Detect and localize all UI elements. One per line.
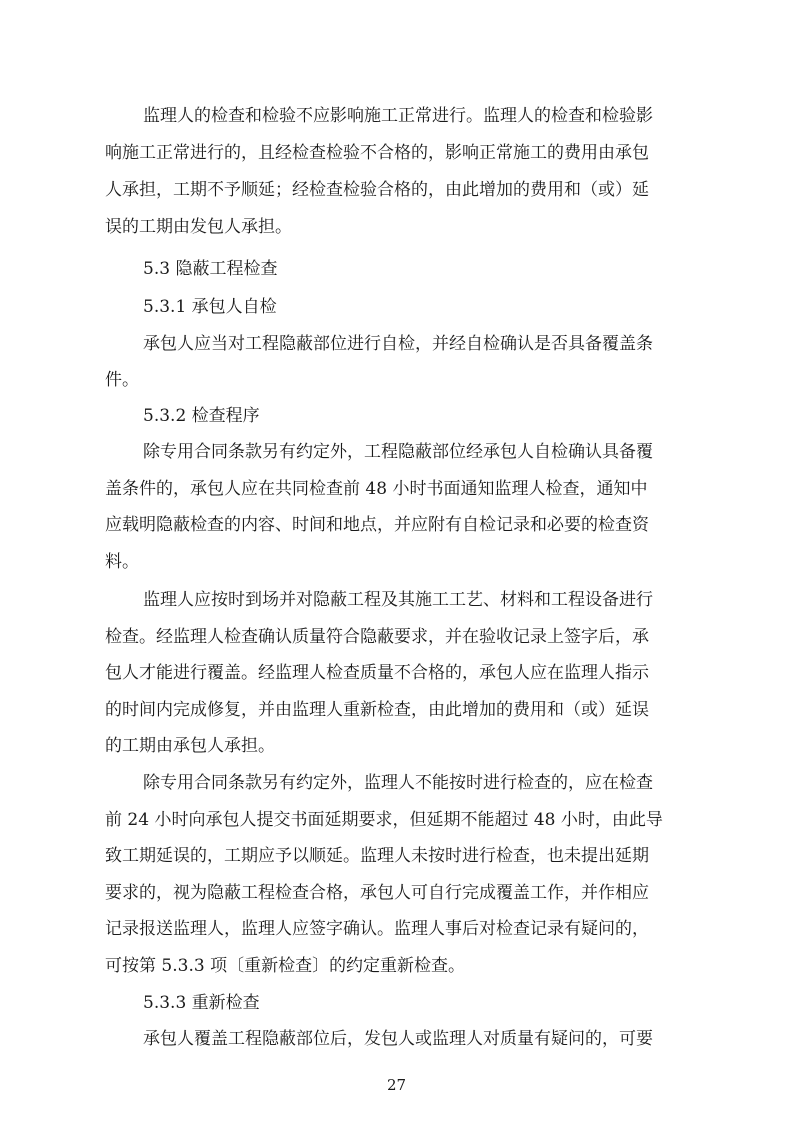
text-line	[0, 735, 793, 757]
subsection-heading	[0, 405, 793, 427]
line-text: 要求的，视为隐蔽工程检查合格，承包人可自行完成覆盖工作，并作相应	[105, 883, 649, 903]
line-text: 件。	[105, 370, 139, 390]
text-line	[0, 882, 793, 904]
text-line	[0, 369, 793, 391]
line-text: 5.3.3 重新检查	[143, 993, 260, 1013]
text-line	[0, 478, 793, 500]
line-text: 记录报送监理人，监理人应签字确认。监理人事后对检查记录有疑问的，	[105, 919, 649, 939]
text-line	[0, 551, 793, 573]
text-line	[0, 918, 793, 940]
text-line	[0, 809, 793, 831]
text-line	[0, 626, 793, 648]
line-text: 料。	[105, 552, 139, 572]
subsection-heading	[0, 992, 793, 1014]
line-text: 致工期延误的，工期应予以顺延。监理人未按时进行检查，也未提出延期	[105, 846, 649, 866]
page-number: 27	[386, 1076, 407, 1094]
text-line	[0, 216, 793, 238]
line-text: 承包人应当对工程隐蔽部位进行自检，并经自检确认是否具备覆盖条	[143, 334, 653, 354]
line-text: 包人才能进行覆盖。经监理人检查质量不合格的，承包人应在监理人指示	[105, 663, 649, 683]
line-text: 误的工期由发包人承担。	[105, 217, 292, 237]
line-text: 检查。经监理人检查确认质量符合隐蔽要求，并在验收记录上签字后，承	[105, 627, 649, 647]
text-line	[0, 589, 793, 611]
text-line	[0, 845, 793, 867]
text-line	[0, 514, 793, 536]
line-text: 的工期由承包人承担。	[105, 736, 275, 756]
text-line	[0, 105, 793, 127]
line-text: 盖条件的，承包人应在共同检查前 48 小时书面通知监理人检查，通知中	[105, 479, 648, 499]
text-line	[0, 772, 793, 794]
line-text: 承包人覆盖工程隐蔽部位后，发包人或监理人对质量有疑问的，可要	[143, 1029, 653, 1049]
text-line	[0, 662, 793, 684]
text-line	[0, 142, 793, 164]
line-text: 除专用合同条款另有约定外，监理人不能按时进行检查的，应在检查	[143, 773, 653, 793]
text-line	[0, 333, 793, 355]
text-line	[0, 1028, 793, 1050]
text-line	[0, 699, 793, 721]
subsection-heading	[0, 296, 793, 318]
line-text: 5.3 隐蔽工程检查	[143, 259, 278, 279]
line-text: 5.3.1 承包人自检	[143, 297, 277, 317]
line-text: 人承担，工期不予顺延；经检查检验合格的，由此增加的费用和（或）延	[105, 180, 649, 200]
line-text: 前 24 小时向承包人提交书面延期要求，但延期不能超过 48 小时，由此导	[105, 810, 663, 830]
text-line	[0, 179, 793, 201]
line-text: 可按第 5.3.3 项〔重新检查〕的约定重新检查。	[105, 956, 466, 976]
line-text: 响施工正常进行的，且经检查检验不合格的，影响正常施工的费用由承包	[105, 143, 649, 163]
line-text: 除专用合同条款另有约定外，工程隐蔽部位经承包人自检确认具备覆	[143, 442, 653, 462]
line-text: 应载明隐蔽检查的内容、时间和地点，并应附有自检记录和必要的检查资	[105, 515, 649, 535]
text-line	[0, 441, 793, 463]
line-text: 的时间内完成修复，并由监理人重新检查，由此增加的费用和（或）延误	[105, 700, 649, 720]
text-line	[0, 955, 793, 977]
section-heading	[0, 258, 793, 280]
line-text: 监理人的检查和检验不应影响施工正常进行。监理人的检查和检验影	[143, 106, 653, 126]
line-text: 5.3.2 检查程序	[143, 406, 260, 426]
line-text: 监理人应按时到场并对隐蔽工程及其施工工艺、材料和工程设备进行	[143, 590, 653, 610]
